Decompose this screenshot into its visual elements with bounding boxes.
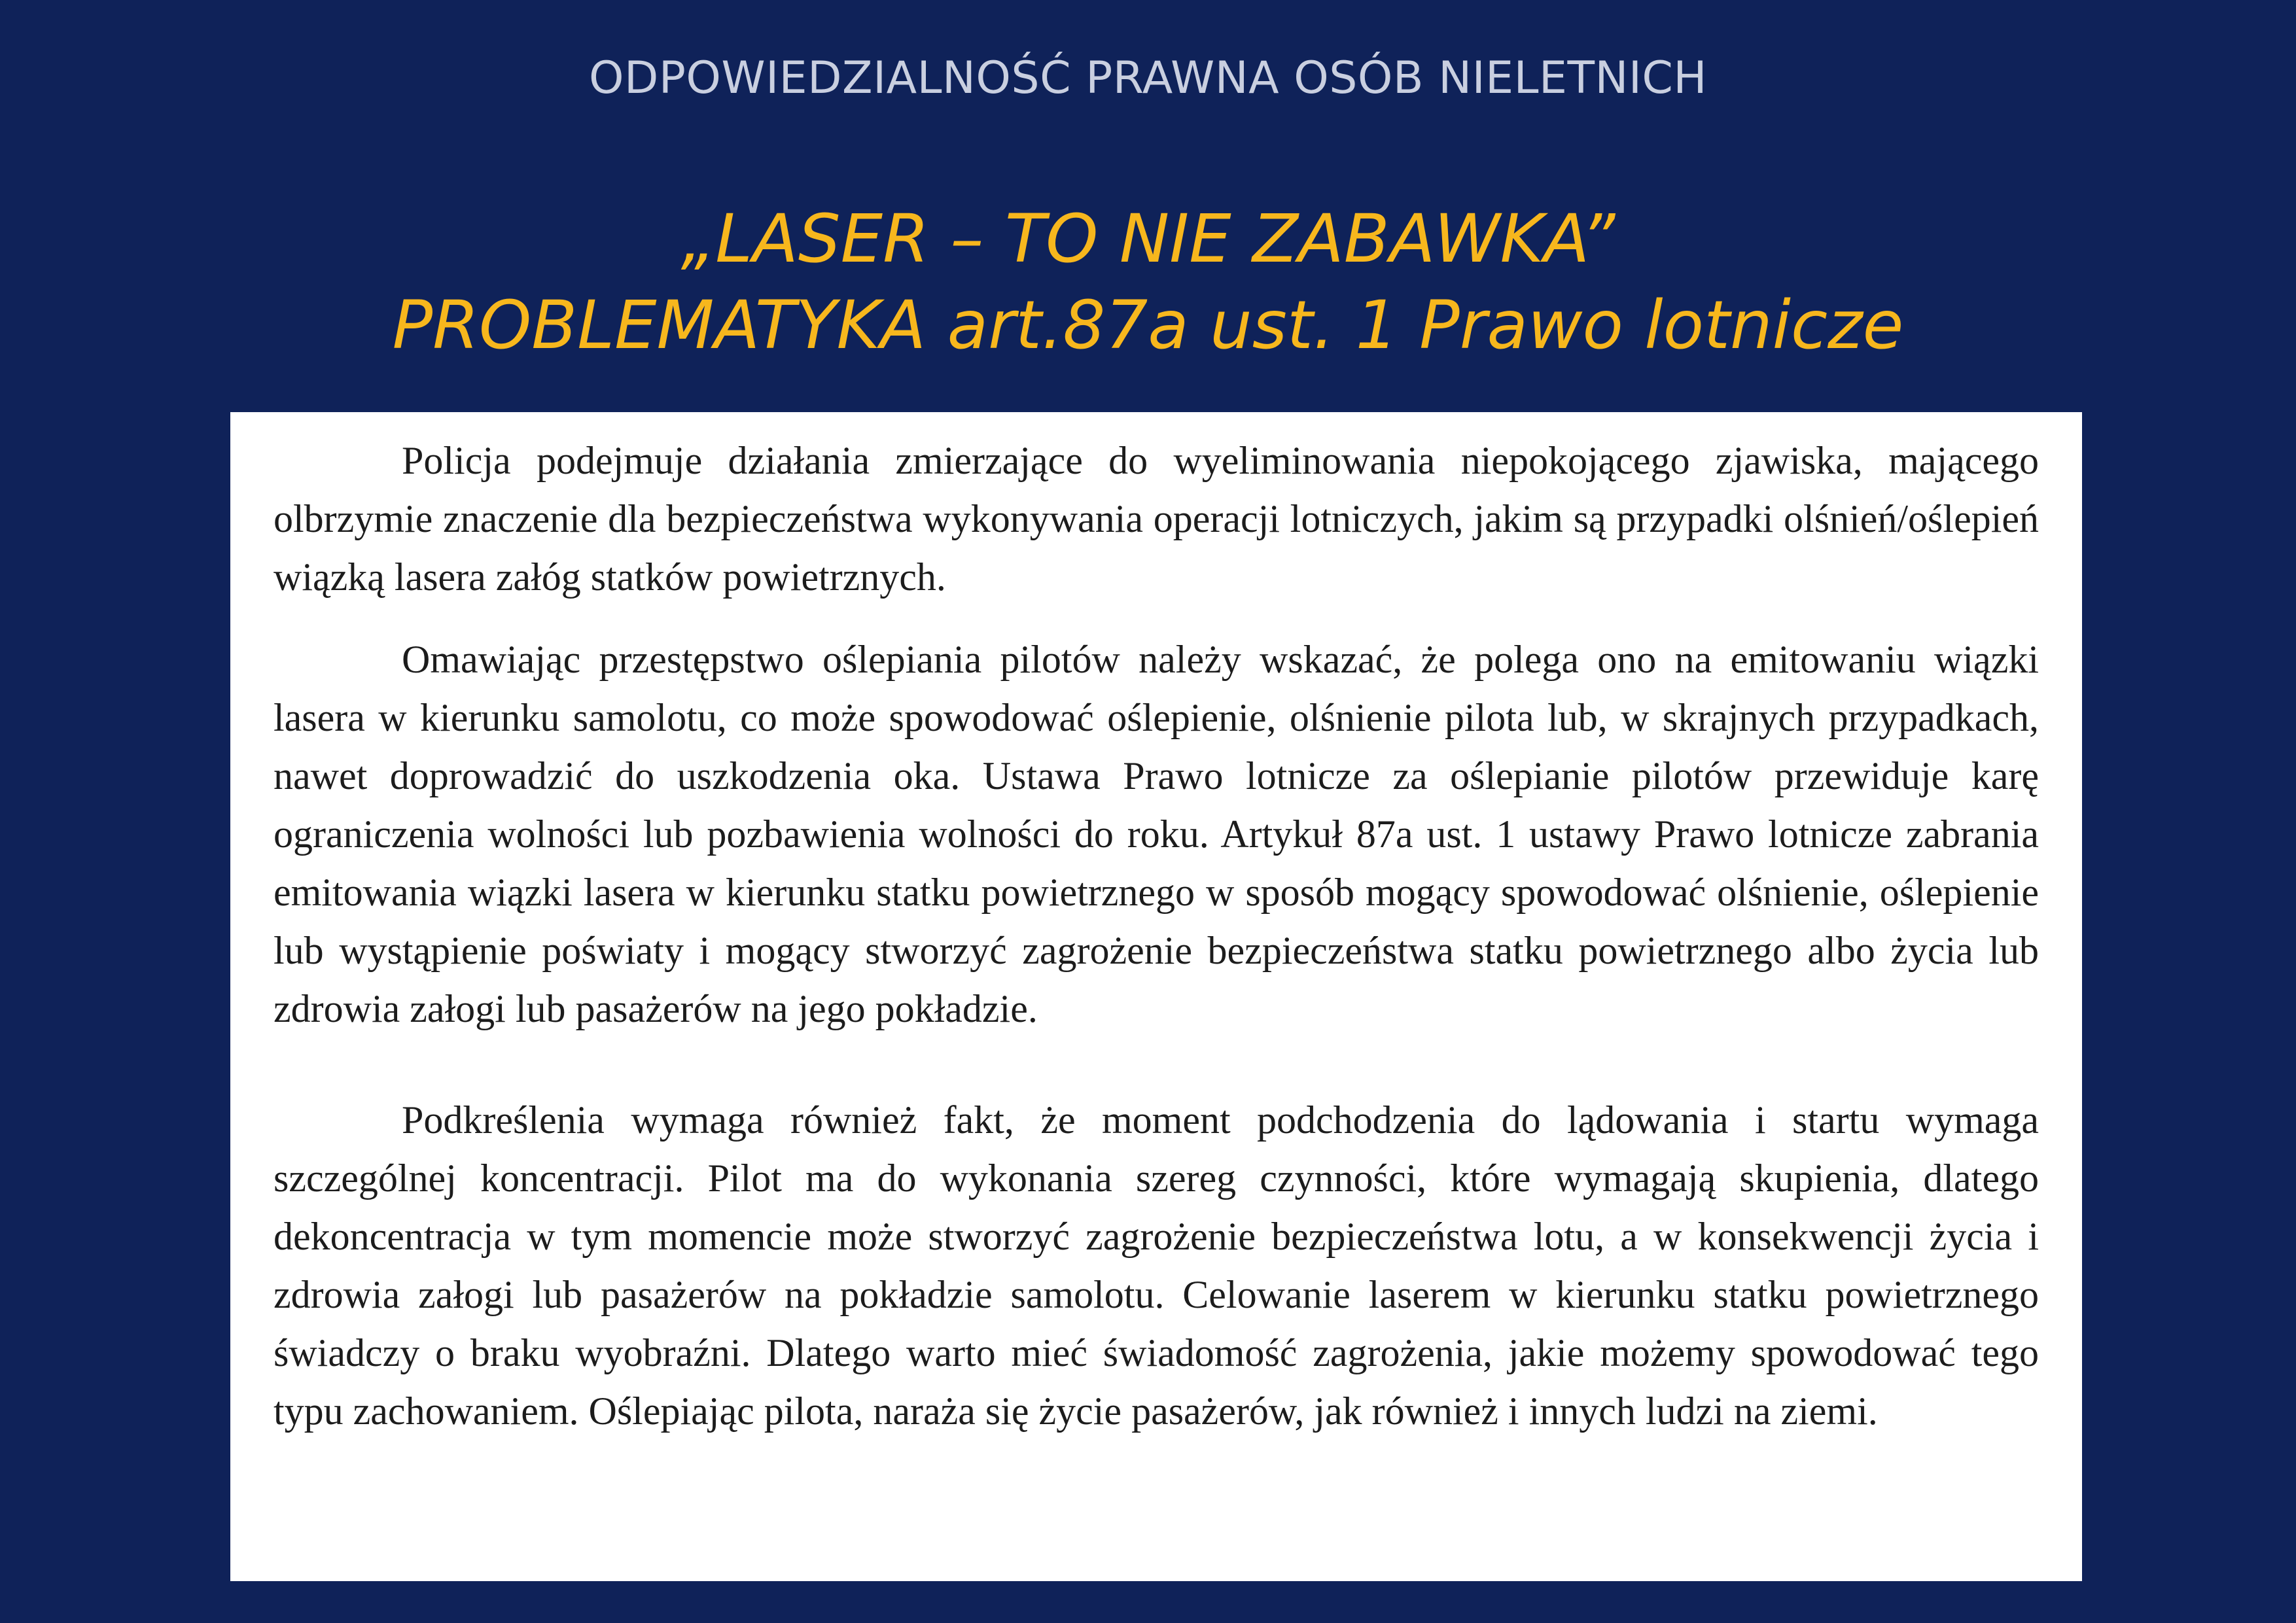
slide-title xyxy=(0,196,2296,369)
paragraph-3: Podkreślenia wymaga również fakt, że moment podchodzenia do lądowania i startu wymaga szczególnej koncentracji. Pilot ma do wykonania szereg czynności, które wymagają skupienia, dlatego dekoncentracja w tym momencie może stworzyć zagrożenie bezpieczeństwa lotu, a w konsekwencji życia i zdrowia załogi lub pasażerów na pokładzie samolotu. Celowanie laserem w kierunku statku powietrznego świadczy o braku wyobraźni. Dlatego warto mieć świadomość zagrożenia, jakie możemy spowodować tego typu zachowaniem. Oślepiając pilota, naraża się życie pasażerów, jak również i innych ludzi na ziemi. xyxy=(274,1098,2039,1433)
title-line-2: PROBLEMATYKA art.87a ust. 1 Prawo lotnicze xyxy=(392,287,1904,364)
paragraph-2: Omawiając przestępstwo oślepiania pilotów należy wskazać, że polega ono na emitowaniu wiązki lasera w kierunku samolotu, co może spowodować oślepienie, olśnienie pilota lub, w skrajnych przypadkach, nawet doprowadzić do uszkodzenia oka. Ustawa Prawo lotnicze za oślepianie pilotów przewiduje karę ograniczenia wolności lub pozbawienia wolności do roku. Artykuł 87a ust. 1 ustawy Prawo lotnicze zabrania emitowania wiązki lasera w kierunku statku powietrznego w sposób mogący spowodować olśnienie, oślepienie lub wystąpienie poświaty i mogący stworzyć zagrożenie bezpieczeństwa statku powietrznego albo życia lub zdrowia załogi lub pasażerów na jego pokładzie. xyxy=(274,638,2039,1030)
text-panel xyxy=(230,412,2082,1581)
title-line-1: „LASER – TO NIE ZABAWKA” xyxy=(680,200,1616,278)
slide-header: ODPOWIEDZIALNOŚĆ PRAWNA OSÓB NIELETNICH xyxy=(588,52,1708,104)
paragraph-1: Policja podejmuje działania zmierzające do wyeliminowania niepokojącego zjawiska, mającego olbrzymie znaczenie dla bezpieczeństwa wykonywania operacji lotniczych, jakim są przypadki olśnień/oślepień wiązką lasera załóg statków powietrznych. xyxy=(274,439,2039,599)
